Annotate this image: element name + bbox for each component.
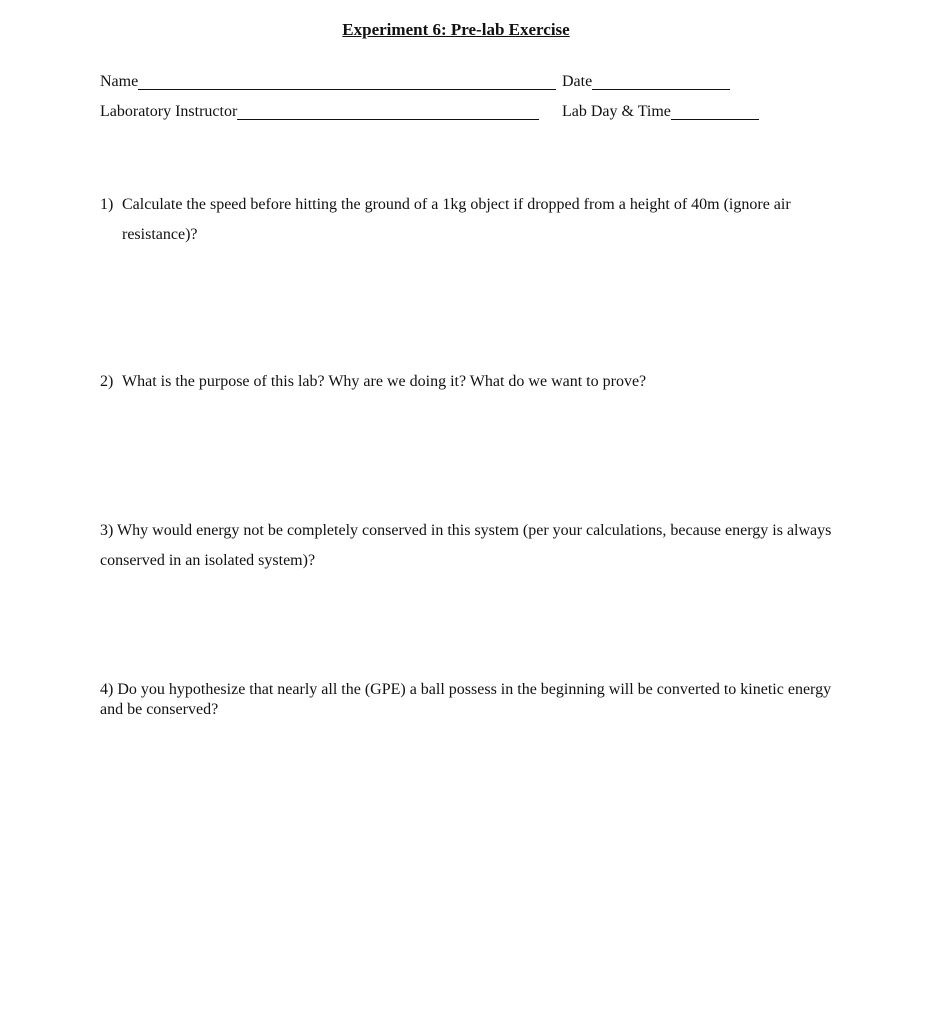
question-2-number: 2) xyxy=(100,373,114,390)
question-4-text: Do you hypothesize that nearly all the (GPE) a ball possess in the beginning will be converted to kinetic energy and be conserved? xyxy=(100,681,832,718)
date-label: Date xyxy=(562,73,593,90)
instructor-label: Laboratory Instructor xyxy=(100,103,238,120)
lab-day-field[interactable] xyxy=(562,102,759,122)
date-blank-line[interactable] xyxy=(592,73,730,90)
question-3 xyxy=(100,516,852,576)
question-4-number: 4) xyxy=(100,681,114,698)
instructor-field[interactable] xyxy=(100,102,539,122)
question-1 xyxy=(100,190,835,250)
question-1-number: 1) xyxy=(100,196,114,213)
question-3-text: Why would energy not be completely conserved in this system (per your calculations, because energy is always conserved in an isolated system)? xyxy=(100,522,832,569)
page-title: Experiment 6: Pre-lab Exercise xyxy=(342,20,570,39)
question-2-text: What is the purpose of this lab? Why are we doing it? What do we want to prove? xyxy=(122,373,647,390)
question-4 xyxy=(100,680,852,720)
date-field[interactable] xyxy=(562,72,730,92)
lab-day-label: Lab Day & Time xyxy=(562,103,671,120)
question-2 xyxy=(100,370,860,394)
name-field[interactable] xyxy=(100,72,556,92)
question-1-text: Calculate the speed before hitting the ground of a 1kg object if dropped from a height of 40m (ignore air resistance)? xyxy=(122,196,791,243)
lab-day-blank-line[interactable] xyxy=(671,103,759,120)
question-3-number: 3) xyxy=(100,522,114,539)
name-blank-line[interactable] xyxy=(138,73,556,90)
instructor-blank-line[interactable] xyxy=(237,103,539,120)
name-label: Name xyxy=(100,73,139,90)
